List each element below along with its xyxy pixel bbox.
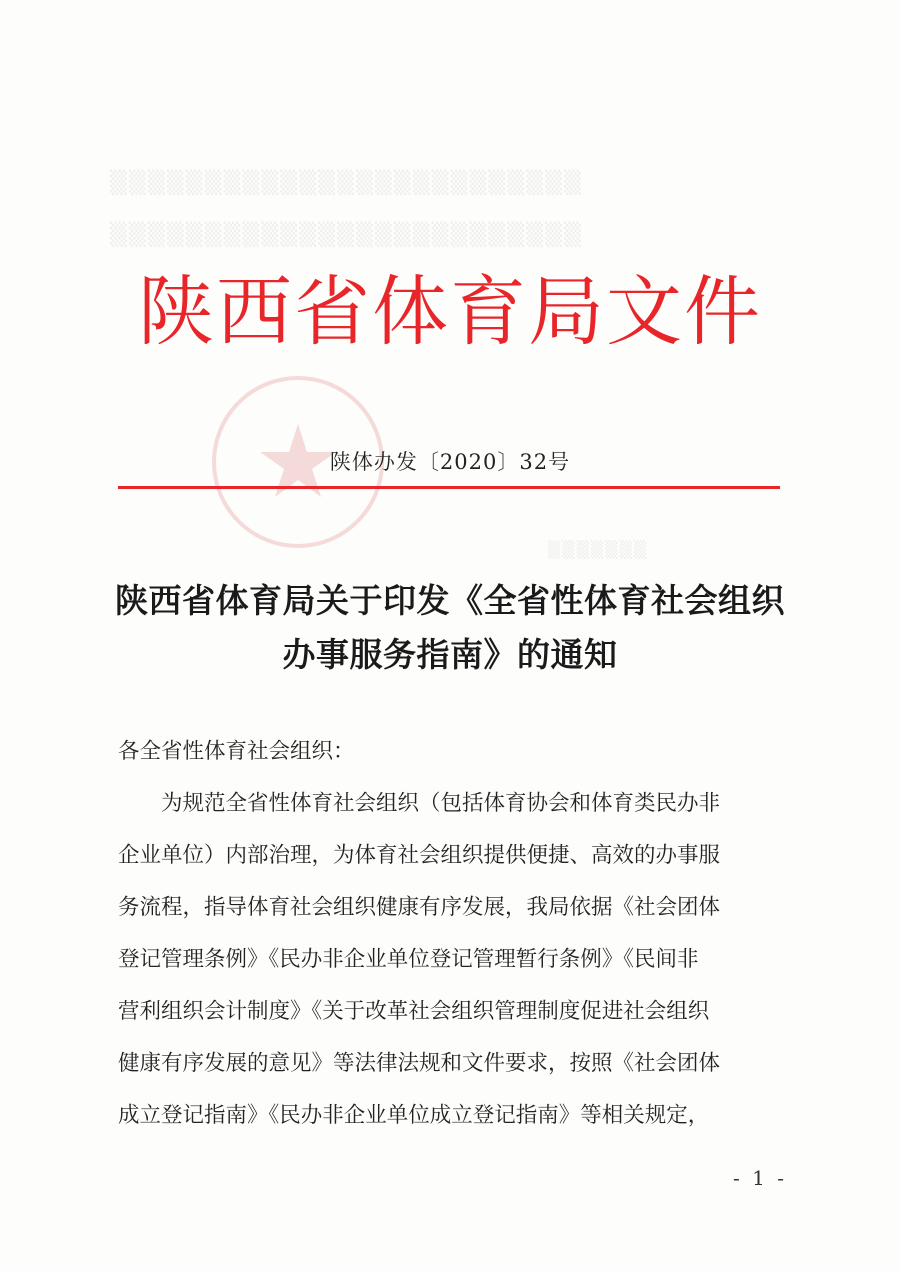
paragraph-line: 企业单位）内部治理，为体育社会组织提供便捷、高效的办事服 xyxy=(118,843,721,868)
paragraph-line: 务流程，指导体育社会组织健康有序发展，我局依据《社会团体 xyxy=(118,895,721,920)
bleed-through-text: ▒▒▒▒▒▒▒▒▒▒▒▒▒▒▒▒▒▒▒▒▒▒▒▒▒ xyxy=(110,170,583,196)
paragraph-line: 健康有序发展的意见》等法律法规和文件要求，按照《社会团体 xyxy=(118,1051,721,1076)
notice-title-line: 办事服务指南》的通知 xyxy=(282,635,618,674)
paragraph-line: 为规范全省性体育社会组织（包括体育协会和体育类民办非 xyxy=(161,791,721,816)
red-divider xyxy=(118,486,780,489)
paragraph-line: 营利组织会计制度》《关于改革社会组织管理制度促进社会组织 xyxy=(118,999,710,1024)
bleed-through-text: ▒▒▒▒▒▒▒▒▒▒▒▒▒▒▒▒▒▒▒▒▒▒▒▒▒ xyxy=(110,222,583,248)
paragraph-line: 成立登记指南》《民办非企业单位成立登记指南》等相关规定， xyxy=(118,1103,710,1128)
document-number: 陕体办发〔2020〕32号 xyxy=(329,450,571,474)
notice-title xyxy=(0,574,900,682)
salutation: 各全省性体育社会组织： xyxy=(118,739,355,764)
document-header-title: 陕西省体育局文件 xyxy=(138,267,762,356)
paragraph-line: 登记管理条例》《民办非企业单位登记管理暂行条例》《民间非 xyxy=(118,947,699,972)
page-number: - 1 - xyxy=(733,1166,787,1190)
notice-title-line: 陕西省体育局关于印发《全省性体育社会组织 xyxy=(115,581,785,620)
bleed-through-text: ▒▒▒▒▒▒▒ xyxy=(548,540,649,559)
notice-body xyxy=(118,726,788,1142)
